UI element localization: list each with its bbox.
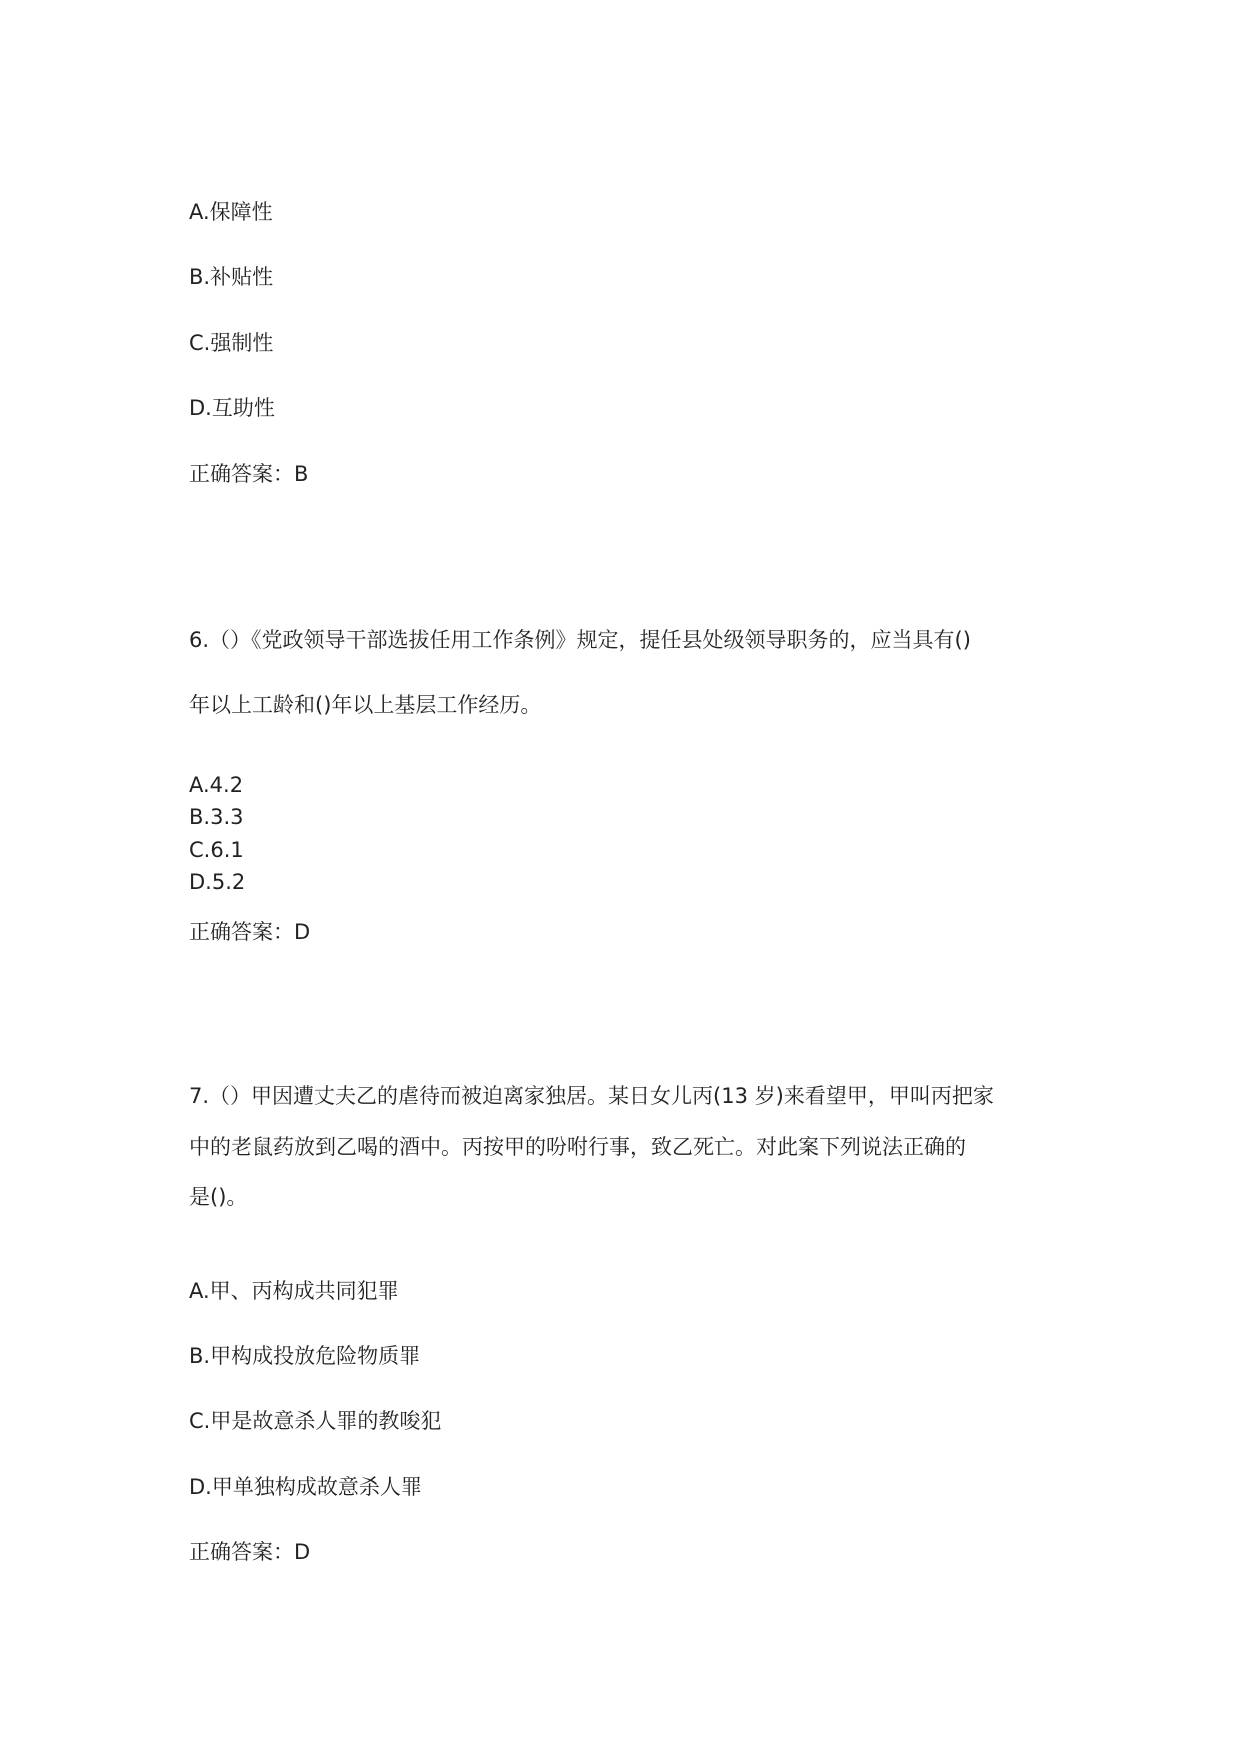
q5-option-d: D.互助性 xyxy=(189,396,275,420)
q6-option-a: A.4.2 xyxy=(189,773,244,797)
q6-stem-line1: 6.（）《党政领导干部选拔任用工作条例》规定，提任县处级领导职务的，应当具有() xyxy=(189,628,971,652)
q5-answer: 正确答案：B xyxy=(189,462,309,486)
q6-option-b: B.3.3 xyxy=(189,805,244,829)
q5-option-b: B.补贴性 xyxy=(189,265,274,289)
q6-stem-line2: 年以上工龄和()年以上基层工作经历。 xyxy=(189,693,542,717)
q6-option-c: C.6.1 xyxy=(189,838,244,862)
q7-stem-line3: 是()。 xyxy=(189,1185,248,1209)
q7-option-d: D.甲单独构成故意杀人罪 xyxy=(189,1475,422,1499)
q6-option-d: D.5.2 xyxy=(189,870,246,894)
q7-stem-line1: 7.（）甲因遭丈夫乙的虐待而被迫离家独居。某日女儿丙(13 岁)来看望甲，甲叫丙把家 xyxy=(189,1084,994,1108)
q7-option-c: C.甲是故意杀人罪的教唆犯 xyxy=(189,1409,442,1433)
q6-answer: 正确答案：D xyxy=(189,920,311,944)
q7-option-b: B.甲构成投放危险物质罪 xyxy=(189,1344,421,1368)
q7-stem-line2: 中的老鼠药放到乙喝的酒中。丙按甲的吩咐行事，致乙死亡。对此案下列说法正确的 xyxy=(189,1135,966,1159)
q5-option-c: C.强制性 xyxy=(189,331,274,355)
q5-option-a: A.保障性 xyxy=(189,200,273,224)
q7-answer: 正确答案：D xyxy=(189,1540,311,1564)
q7-option-a: A.甲、丙构成共同犯罪 xyxy=(189,1279,399,1303)
